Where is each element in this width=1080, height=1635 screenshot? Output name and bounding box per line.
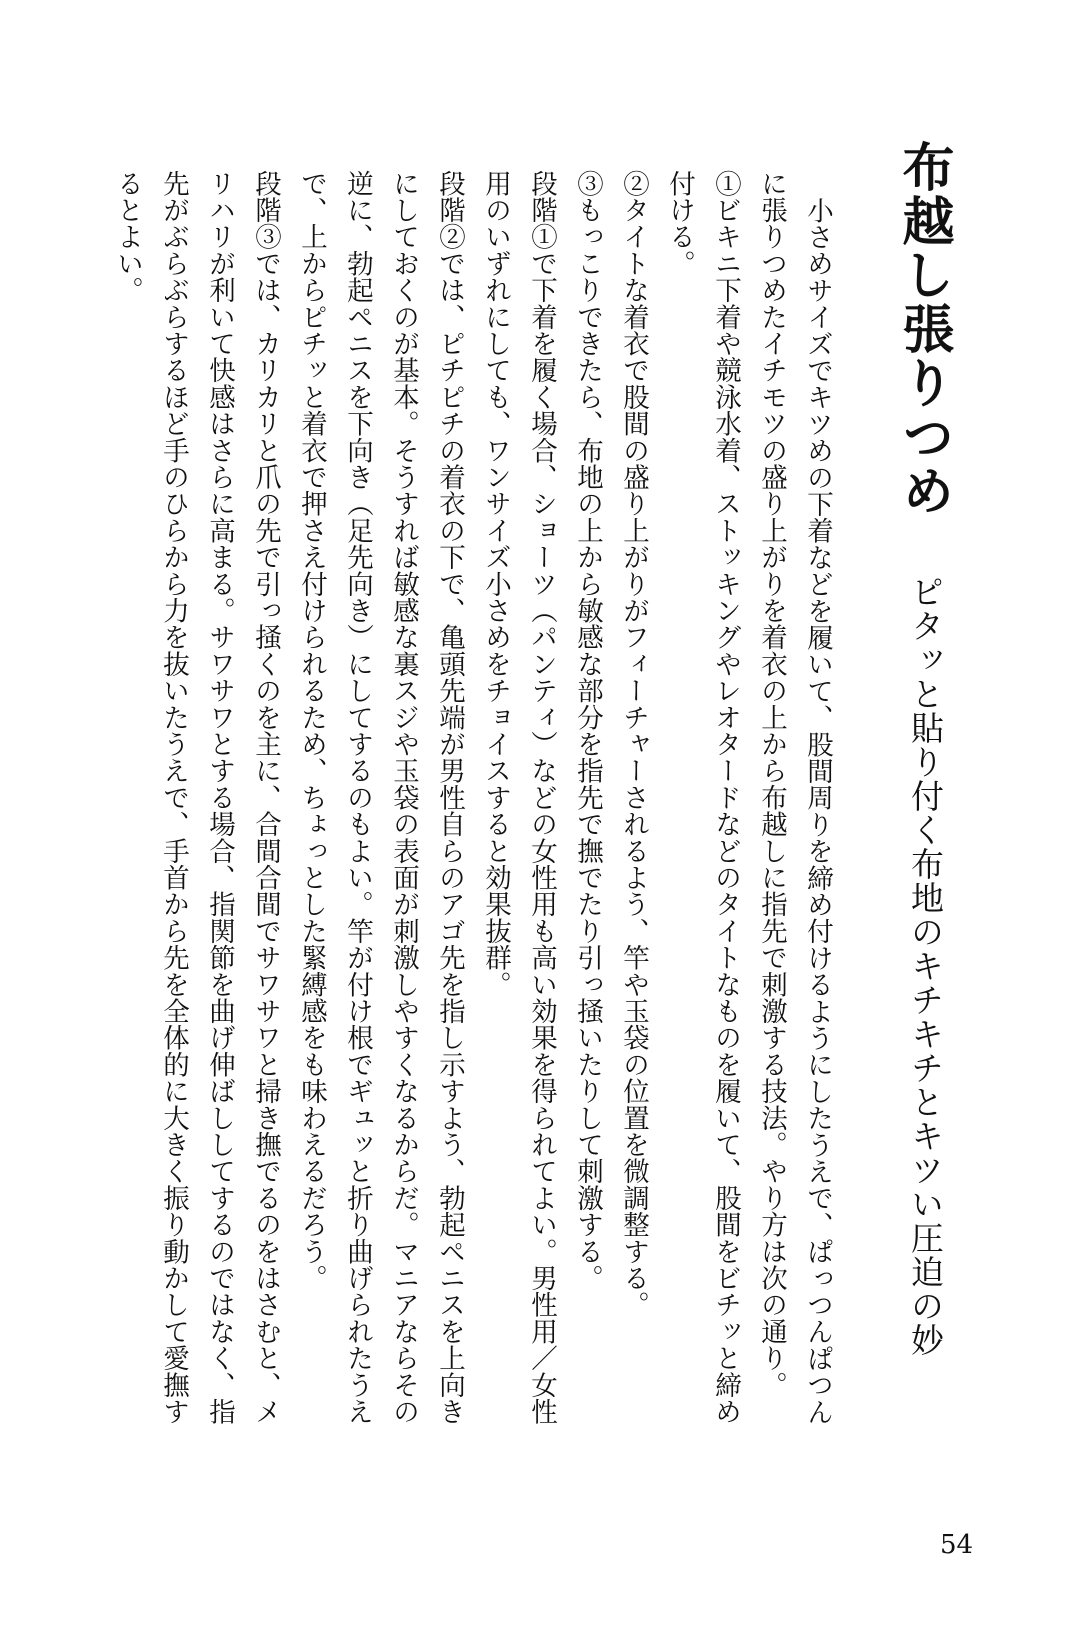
page-subtitle: ピタッと貼り付く布地のキチキチとキツい圧迫の妙 — [906, 575, 945, 1357]
page-title: 布越し張りつめ — [893, 140, 954, 518]
paragraph-step-1: ①ビキニ下着や競泳水着、ストッキングやレオタードなどのタイトなものを履いて、股間をビチッと締め付ける。 — [664, 170, 741, 1425]
paragraph-step-2: ②タイトな着衣で股間の盛り上がりがフィーチャーされるよう、竿や玉袋の位置を微調整する。 — [618, 170, 649, 1319]
paragraph-intro: 小さめサイズでキツめの下着などを履いて、股間周りを締め付けるようにしたうえで、ぱっつんぱつんに張りつめたイチモツの盛り上がりを着衣の上から布越しに指先で刺激する技法。やり方は次の通り。 — [756, 170, 833, 1425]
paragraph-stage-1-note: 段階①で下着を履く場合、ショーツ（パンティ）などの女性用も高い効果を得られてよい。男性用／女性用のいずれにしても、ワンサイズ小さめをチョイスすると効果抜群。 — [480, 170, 557, 1425]
paragraph-stage-3-note: 段階③では、カリカリと爪の先で引っ掻くのを主に、合間合間でサワサワと掃き撫でるのをはさむと、メリハリが利いて快感はさらに高まる。サワサワとする場合、指関節を曲げ伸ばししてするのではなく、指先がぶらぶらするほど手のひらから力を抜いたうえで、手首から先を全体的に大きく振り動かして愛撫するとよい。 — [112, 170, 281, 1425]
paragraph-step-3: ③もっこりできたら、布地の上から敏感な部分を指先で撫でたり引っ掻いたりして刺激する。 — [572, 170, 603, 1292]
paragraph-stage-2-note: 段階②では、ピチピチの着衣の下で、亀頭先端が男性自らのアゴ先を指し示すよう、勃起ペニスを上向きにしておくのが基本。そうすれば敏感な裏スジや玉袋の表面が刺激しやすくなるからだ。マニアならその逆に、勃起ペニスを下向き（足先向き）にしてするのもよい。竿が付け根でギュッと折り曲げられたうえで、上からピチッと着衣で押さえ付けられるため、ちょっとした緊縛感をも味わえるだろう。 — [296, 170, 465, 1425]
page-number: 54 — [940, 1530, 974, 1560]
body-text — [104, 170, 840, 1440]
